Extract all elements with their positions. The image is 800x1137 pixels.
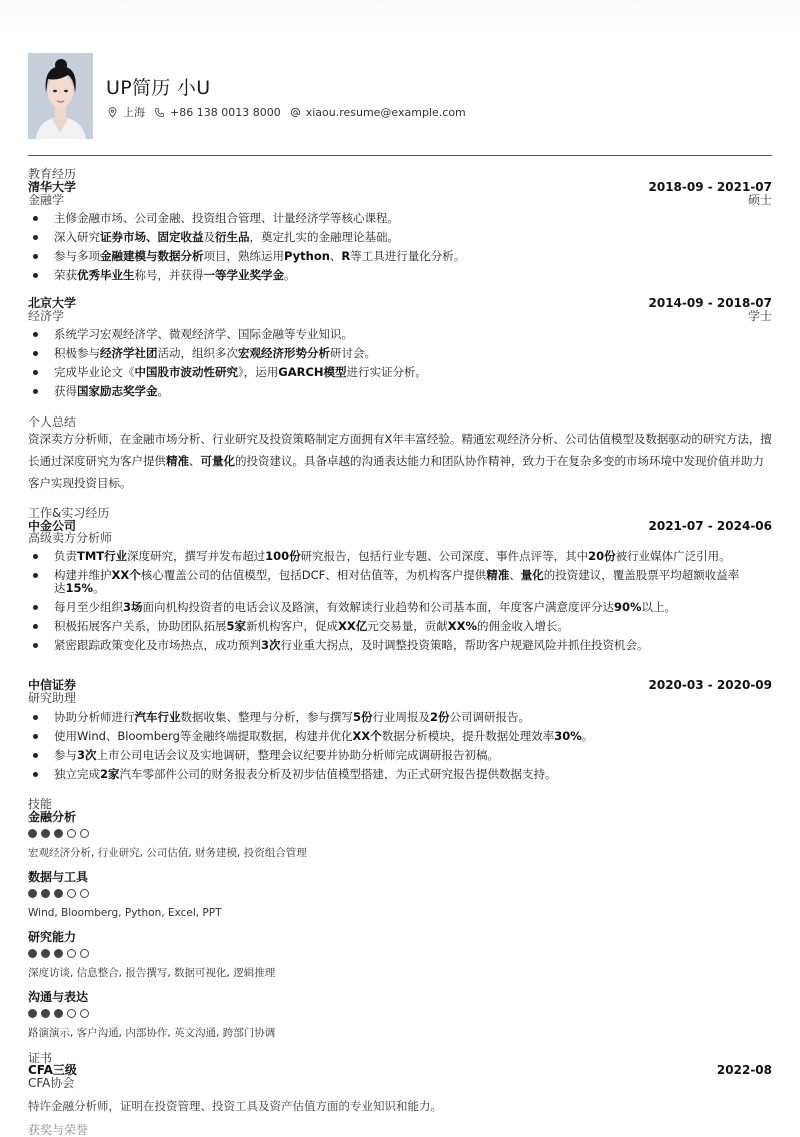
summary-text: 资深卖方分析师，在金融市场分析、行业研究及投资策略制定方面拥有X年丰富经验。精通宏观经济分析、公司估值模型及数据驱动的研究方法，擅长通过深度研究为客户提供精准、可量化的投资建议。具备卓越的沟通表达能力和团队协作精神，致力于在复杂多变的市场环境中发现价值并助力客户实现投资目标。	[28, 432, 772, 490]
bullet-item: 使用Wind、Bloomberg等金融终端提取数据，构建并优化XX个数据分析模块，提升数据处理效率30%。	[28, 730, 772, 743]
phone-text[interactable]: +86 138 0013 8000	[170, 105, 281, 119]
empty-dot-icon	[80, 949, 89, 958]
skill-name: 沟通与表达	[28, 990, 89, 1004]
education-school: 清华大学	[28, 180, 77, 194]
filled-dot-icon	[41, 949, 50, 958]
bullet-item: 系统学习宏观经济学、微观经济学、国际金融等专业知识。	[28, 328, 772, 341]
page-top-shadow	[0, 0, 800, 30]
skill-keywords: 宏观经济分析, 行业研究, 公司估值, 财务建模, 投资组合管理	[28, 847, 307, 859]
contact-info	[107, 104, 475, 120]
work-date: 2021-07 - 2024-06	[648, 519, 772, 533]
empty-dot-icon	[67, 889, 76, 898]
skill-level-rating	[28, 1009, 89, 1018]
education-bullets	[28, 328, 772, 398]
section-title-skills: 技能	[28, 797, 53, 811]
section-title-education: 教育经历	[28, 167, 77, 181]
portrait-photo-icon	[28, 53, 93, 139]
candidate-name: UP简历 小U	[106, 77, 211, 99]
work-company: 中信证券	[28, 678, 77, 692]
work-role: 研究助理	[28, 691, 77, 705]
header-divider	[28, 155, 772, 156]
next-section-title-cut: 获奖与荣誉	[28, 1123, 89, 1137]
empty-dot-icon	[80, 889, 89, 898]
section-title-summary: 个人总结	[28, 415, 77, 429]
section-title-work: 工作&实习经历	[28, 506, 110, 520]
empty-dot-icon	[67, 1009, 76, 1018]
certificate-name: CFA三级	[28, 1063, 77, 1077]
filled-dot-icon	[54, 829, 63, 838]
email-link[interactable]: xiaou.resume@example.com	[305, 105, 466, 119]
skill-level-rating	[28, 949, 89, 958]
education-major: 经济学	[28, 309, 65, 323]
filled-dot-icon	[28, 1009, 37, 1018]
education-degree: 学士	[747, 309, 772, 323]
bullet-item: 完成毕业论文《中国股市波动性研究》，运用GARCH模型进行实证分析。	[28, 366, 772, 379]
empty-dot-icon	[80, 1009, 89, 1018]
filled-dot-icon	[54, 889, 63, 898]
skill-level-rating	[28, 829, 89, 838]
bullet-item: 获得国家励志奖学金。	[28, 385, 772, 398]
education-school: 北京大学	[28, 296, 77, 310]
education-date: 2018-09 - 2021-07	[648, 180, 772, 194]
empty-dot-icon	[67, 829, 76, 838]
resume-header	[28, 53, 772, 139]
filled-dot-icon	[54, 1009, 63, 1018]
location-text: 上海	[123, 106, 145, 119]
map-pin-icon	[107, 107, 118, 118]
bullet-item: 荣获优秀毕业生称号，并获得一等学业奖学金。	[28, 269, 772, 282]
bullet-item: 构建并维护XX个核心覆盖公司的估值模型，包括DCF、相对估值等，为机构客户提供精准、量化的投资建议，覆盖股票平均超额收益率达15%。	[28, 569, 748, 595]
section-title-certificates: 证书	[28, 1051, 53, 1065]
bullet-item: 独立完成2家汽车零部件公司的财务报表分析及初步估值模型搭建，为正式研究报告提供数据支持。	[28, 768, 772, 781]
education-bullets	[28, 212, 772, 282]
filled-dot-icon	[54, 949, 63, 958]
phone-icon	[154, 107, 165, 118]
certificate-description: 特许金融分析师，证明在投资管理、投资工具及资产估值方面的专业知识和能力。	[28, 1099, 442, 1113]
skill-level-rating	[28, 889, 89, 898]
bullet-item: 参与多项金融建模与数据分析项目，熟练运用Python、R等工具进行量化分析。	[28, 250, 772, 263]
at-sign-icon	[290, 107, 301, 118]
work-date: 2020-03 - 2020-09	[648, 678, 772, 692]
bullet-item: 负责TMT行业深度研究，撰写并发布超过100份研究报告，包括行业专题、公司深度、事件点评等，其中20份被行业媒体广泛引用。	[28, 550, 748, 563]
skill-name: 数据与工具	[28, 870, 89, 884]
bullet-item: 紧密跟踪政策变化及市场热点，成功预判3次行业重大拐点，及时调整投资策略，帮助客户规避风险并抓住投资机会。	[28, 639, 748, 652]
work-company: 中金公司	[28, 519, 77, 533]
education-date: 2014-09 - 2018-07	[648, 296, 772, 310]
education-degree: 硕士	[747, 193, 772, 207]
avatar	[28, 53, 93, 139]
work-bullets	[28, 550, 748, 652]
bullet-item: 深入研究证券市场、固定收益及衍生品，奠定扎实的金融理论基础。	[28, 231, 772, 244]
bullet-item: 主修金融市场、公司金融、投资组合管理、计量经济学等核心课程。	[28, 212, 772, 225]
bullet-item: 协助分析师进行汽车行业数据收集、整理与分析，参与撰写5份行业周报及2份公司调研报告。	[28, 711, 772, 724]
contact-email	[290, 106, 466, 119]
bullet-item: 积极参与经济学社团活动，组织多次宏观经济形势分析研讨会。	[28, 347, 772, 360]
work-role: 高级卖方分析师	[28, 531, 113, 545]
bullet-item: 积极拓展客户关系，协助团队拓展5家新机构客户，促成XX亿元交易量，贡献XX%的佣金收入增长。	[28, 620, 748, 633]
empty-dot-icon	[67, 949, 76, 958]
bullet-item: 参与3次上市公司电话会议及实地调研，整理会议纪要并协助分析师完成调研报告初稿。	[28, 749, 772, 762]
filled-dot-icon	[28, 889, 37, 898]
filled-dot-icon	[41, 1009, 50, 1018]
filled-dot-icon	[41, 889, 50, 898]
work-bullets	[28, 711, 772, 781]
contact-location	[107, 104, 145, 120]
education-major: 金融学	[28, 193, 65, 207]
certificate-issuer: CFA协会	[28, 1076, 75, 1090]
skill-name: 金融分析	[28, 810, 77, 824]
skill-name: 研究能力	[28, 930, 77, 944]
filled-dot-icon	[28, 829, 37, 838]
empty-dot-icon	[80, 829, 89, 838]
contact-phone	[154, 106, 281, 119]
certificate-date: 2022-08	[716, 1063, 772, 1077]
filled-dot-icon	[41, 829, 50, 838]
skill-keywords: 路演演示, 客户沟通, 内部协作, 英文沟通, 跨部门协调	[28, 1027, 276, 1039]
skill-keywords: Wind, Bloomberg, Python, Excel, PPT	[28, 907, 222, 919]
bullet-item: 每月至少组织3场面向机构投资者的电话会议及路演，有效解读行业趋势和公司基本面，年度客户满意度评分达90%以上。	[28, 601, 748, 614]
filled-dot-icon	[28, 949, 37, 958]
skill-keywords: 深度访谈, 信息整合, 报告撰写, 数据可视化, 逻辑推理	[28, 967, 276, 979]
